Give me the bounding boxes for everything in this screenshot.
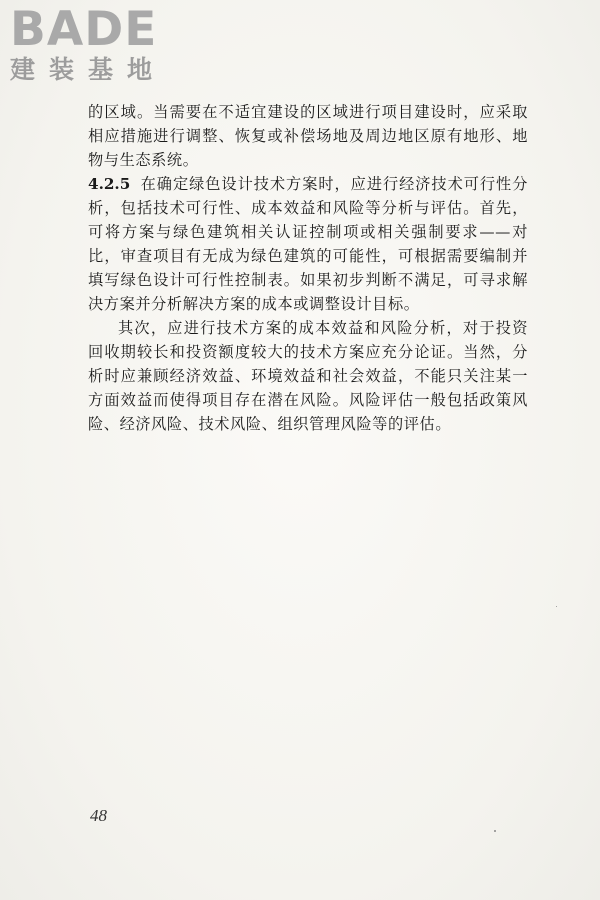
paragraph-text: 在确定绿色设计技术方案时，应进行经济技术可行性分析，包括技术可行性、成本效益和风险等分析与评估。首先，可将方案与绿色建筑相关认证控制项或相关强制要求——对比，审查项目有无成为绿色建筑的可能性，可根据需要编制并填写绿色设计可行性控制表。如果初步判断不满足，可寻求解决方案并分析解决方案的成本或调整设计目标。 [88, 175, 528, 313]
scan-speck [556, 606, 557, 607]
page-number: 48 [90, 806, 107, 825]
paragraph-text: 的区域。当需要在不适宜建设的区域进行项目建设时，应采取相应措施进行调整、恢复或补偿场地及周边地区原有地形、地物与生态系统。 [88, 103, 528, 169]
body-text [88, 100, 528, 436]
paragraph-continuation [88, 100, 528, 172]
clause-paragraph [88, 172, 528, 316]
paragraph [88, 316, 528, 436]
paragraph-text: 其次，应进行技术方案的成本效益和风险分析，对于投资回收期较长和投资额度较大的技术方案应充分论证。当然，分析时应兼顾经济效益、环境效益和社会效益，不能只关注某一方面效益而使得项目存在潜在风险。风险评估一般包括政策风险、经济风险、技术风险、组织管理风险等的评估。 [88, 319, 528, 433]
brand-subtitle: 建装基地 [10, 55, 167, 84]
brand-wordmark: BADE [10, 2, 158, 57]
clause-number: 4.2.5 [88, 175, 131, 193]
brand-watermark-logo [10, 2, 185, 86]
scan-speck [494, 830, 496, 832]
